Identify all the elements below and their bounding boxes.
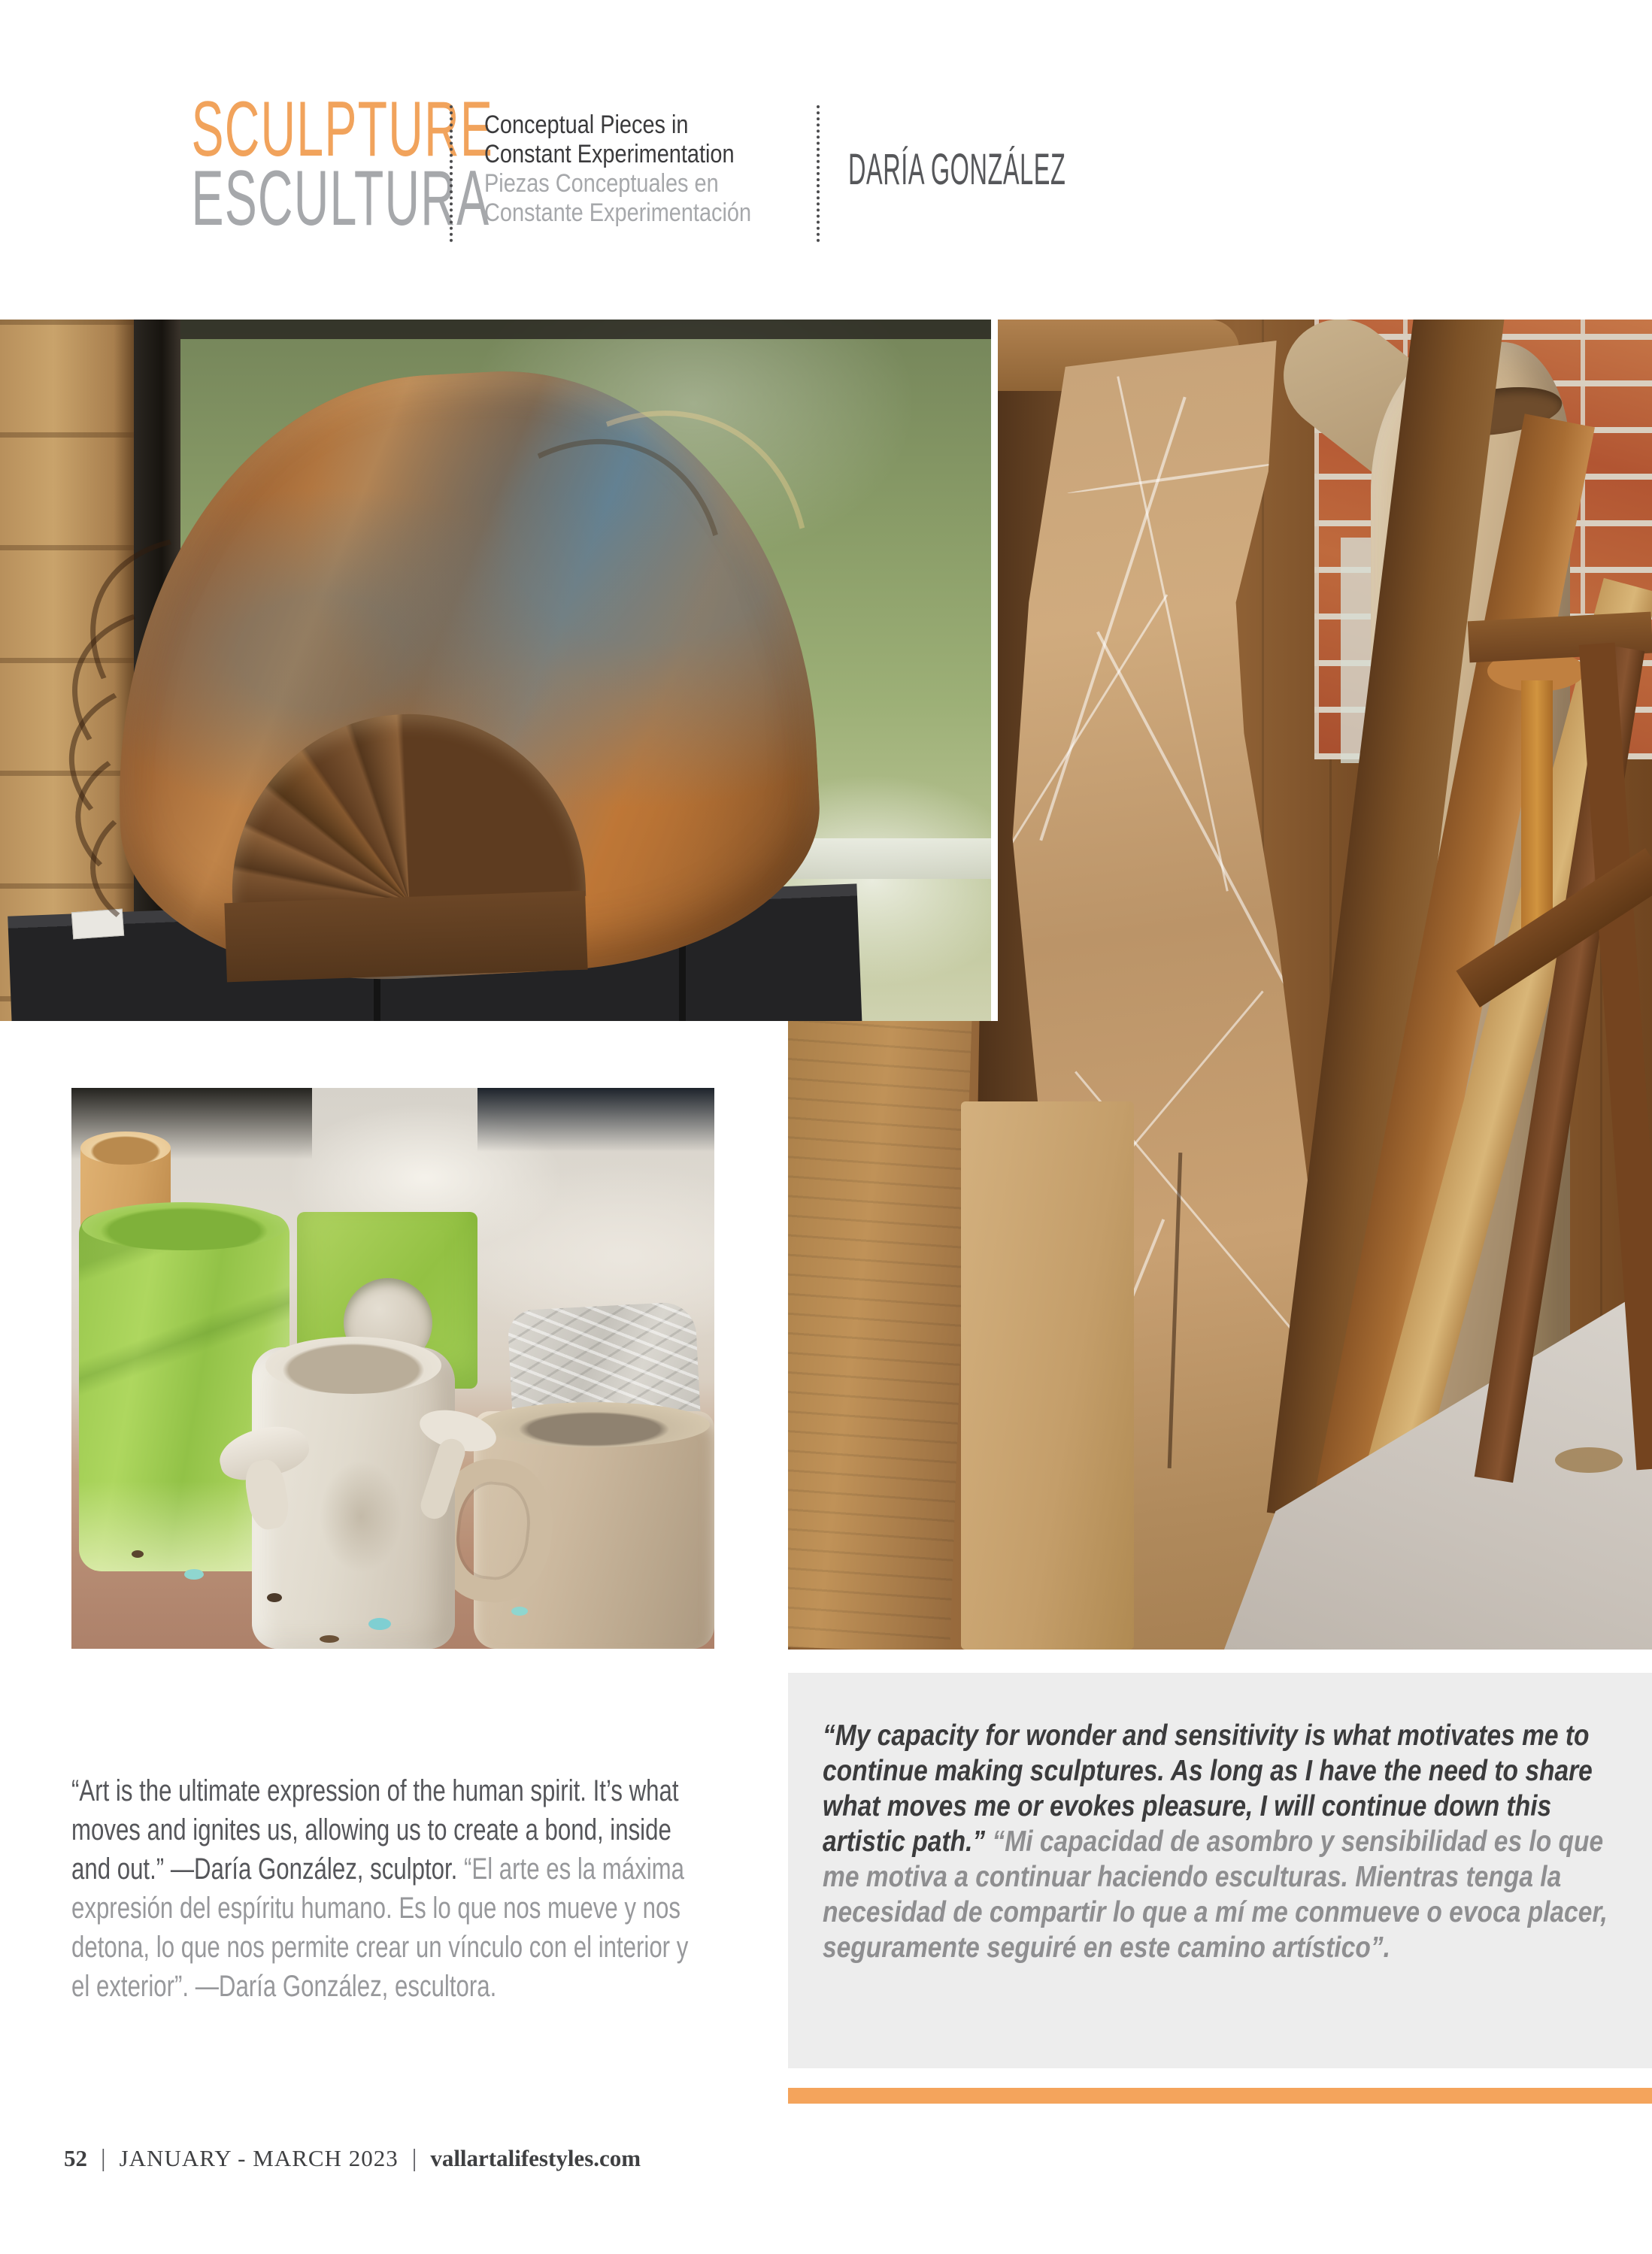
issue-date: JANUARY - MARCH 2023	[119, 2145, 399, 2171]
pull-quote-left-spanish: “El arte es la máxima expresión del espíritu humano. Es lo que nos mueve y nos detona, lo que nos permite crear un vínculo con el interior y el exterior”. —Daría González, escultora.	[71, 1853, 689, 2003]
pull-quote-box	[788, 1673, 1652, 2068]
section-title-block	[138, 86, 494, 242]
orange-accent-bar	[788, 2088, 1652, 2104]
pull-quote-box-english: “My capacity for wonder and sensitivity is what motivates me to continue making sculptures. As long as I have the need to share what moves me or evokes pleasure, I will continue down this artistic path.”	[823, 1719, 1593, 1858]
subtitle-spanish-line1: Piezas Conceptuales en	[484, 169, 719, 198]
clay-crumb	[267, 1593, 282, 1602]
section-title-english: SCULPTURE	[191, 86, 494, 173]
subtitle-english-line2: Constant Experimentation	[484, 140, 735, 168]
subtitle-english-line1: Conceptual Pieces in	[484, 111, 689, 139]
stand-rod	[679, 946, 686, 1021]
pull-quote-left	[71, 1771, 699, 2006]
ceramics-photo	[71, 1088, 714, 1649]
footer-separator: |	[101, 2145, 106, 2172]
dark-background-right	[477, 1088, 714, 1152]
clay-crumb	[320, 1635, 339, 1643]
footer-separator: |	[411, 2145, 417, 2172]
article-subtitle-block	[484, 111, 751, 228]
dotted-separator-left	[450, 105, 453, 242]
page-number: 52	[64, 2145, 87, 2171]
website-url: vallartalifestyles.com	[430, 2145, 641, 2171]
pull-quote-box-spanish: “Mi capacidad de asombro y sensibilidad es lo que me motiva a continuar haciendo esculturas. Mientras tenga la necesidad de compartir lo que a mí me conmueve o evoca placer, seguramente seguiré en este camino artístico”.	[823, 1825, 1608, 1964]
fan-sculpture-photo	[0, 320, 998, 1021]
white-clay-vase	[252, 1347, 455, 1649]
leaning-plank-left	[788, 1008, 972, 1650]
page-footer	[64, 2145, 641, 2173]
beige-mug	[474, 1411, 714, 1649]
paint-speck	[184, 1569, 204, 1580]
paint-speck	[511, 1607, 528, 1616]
light-block-plank	[961, 1101, 1134, 1650]
window-frame-top	[180, 320, 991, 339]
artist-name: DARÍA GONZÁLEZ	[848, 145, 1066, 194]
stool-post	[1521, 680, 1553, 929]
wood-shavings	[1555, 1447, 1623, 1473]
wooden-fan-base	[224, 891, 587, 983]
section-title-spanish: ESCULTURA	[191, 155, 490, 242]
pull-quote-left-english: “Art is the ultimate expression of the human spirit. It’s what moves and ignites us, allowing us to create a bond, inside and out.” —Daría González, sculptor.	[71, 1774, 679, 1886]
clay-crumb	[132, 1550, 144, 1558]
subtitle-spanish-line2: Constante Experimentación	[484, 198, 752, 227]
paint-speck	[368, 1618, 391, 1630]
dotted-separator-right	[817, 105, 820, 242]
